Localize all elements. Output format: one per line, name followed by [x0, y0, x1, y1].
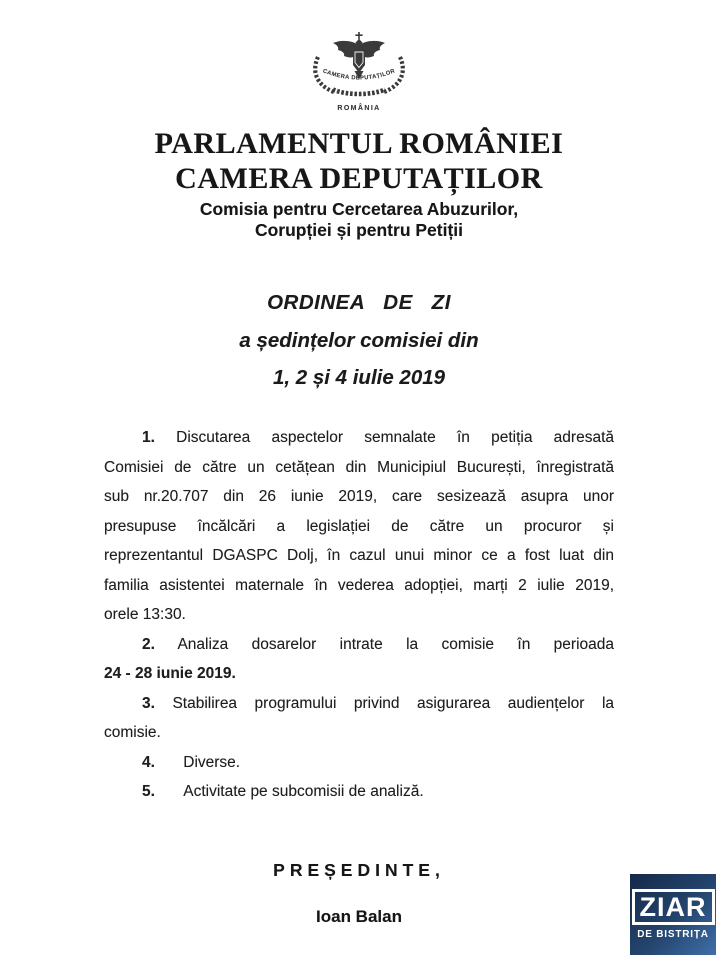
- agenda-item-3-line-2: comisie.: [104, 724, 161, 741]
- ziar-de-bistrita-watermark: [630, 874, 716, 955]
- agenda-item-1-line-7: orele 13:30.: [104, 606, 186, 623]
- signature-role: PREȘEDINTE,: [273, 860, 445, 880]
- document-title: ORDINEA DE ZI: [267, 291, 451, 314]
- agenda-item-2-number: 2.: [142, 635, 155, 653]
- agenda-item-1-line-5: reprezentantul DGASPC Dolj, în cazul unui minor ce a fost luat din: [104, 547, 614, 564]
- agenda-item-4: 4. Diverse.: [142, 753, 241, 771]
- session-dates: 1, 2 și 4 iulie 2019: [272, 366, 446, 389]
- chamber-title: CAMERA DEPUTAȚILOR: [175, 162, 543, 195]
- document-title-block: [0, 291, 718, 390]
- watermark-word: ZIAR: [632, 889, 715, 925]
- agenda-item-5-number: 5.: [142, 783, 155, 800]
- signature-name: Ioan Balan: [316, 907, 402, 926]
- committee-name-line-2: Corupției și pentru Petiții: [254, 220, 464, 240]
- document-subtitle: a ședințelor comisiei din: [239, 329, 479, 352]
- agenda-item-1-line-4: presupuse încălcări a legislației de către un procuror și: [104, 517, 614, 535]
- agenda-item-3-line-1: 3. Stabilirea programului privind asigurarea audiențelor la: [142, 694, 615, 712]
- watermark-tagline: DE BISTRIȚA: [637, 929, 709, 940]
- institution-title: PARLAMENTUL ROMÂNIEI: [154, 127, 564, 160]
- agenda-item-1-line-6: familia asistentei maternale în vederea adopției, marți 2 iulie 2019,: [104, 576, 614, 594]
- agenda-item-5: 5. Activitate pe subcomisii de analiză.: [142, 783, 424, 800]
- eagle-icon: [333, 32, 385, 80]
- agenda-item-4-number: 4.: [142, 753, 155, 771]
- agenda-item-1-number: 1.: [142, 429, 155, 446]
- emblem-country-text: ROMÂNIA: [337, 105, 381, 112]
- agenda-item-1-line-3: sub nr.20.707 din 26 iunie 2019, care sesizează asupra unor: [104, 488, 614, 505]
- committee-name: [0, 199, 718, 241]
- letterhead: [0, 126, 718, 241]
- agenda-item-1-line-2: Comisiei de către un cetățean din Municipiul București, înregistrată: [104, 458, 614, 476]
- agenda-item-2-line-1: 2. Analiza dosarelor intrate la comisie în perioada: [142, 635, 615, 653]
- committee-name-line-1: Comisia pentru Cercetarea Abuzurilor,: [199, 199, 519, 219]
- agenda-list: [104, 423, 614, 807]
- coat-of-arms-icon: [306, 31, 412, 117]
- agenda-item-1-line-1: 1. Discutarea aspectelor semnalate în petiția adresată: [142, 429, 614, 446]
- agenda-item-2-line-2: 24 - 28 iunie 2019.: [104, 665, 236, 682]
- agenda-item-3-number: 3.: [142, 694, 155, 712]
- emblem-arc-text: CAMERA DEPUTAȚILOR: [321, 68, 397, 82]
